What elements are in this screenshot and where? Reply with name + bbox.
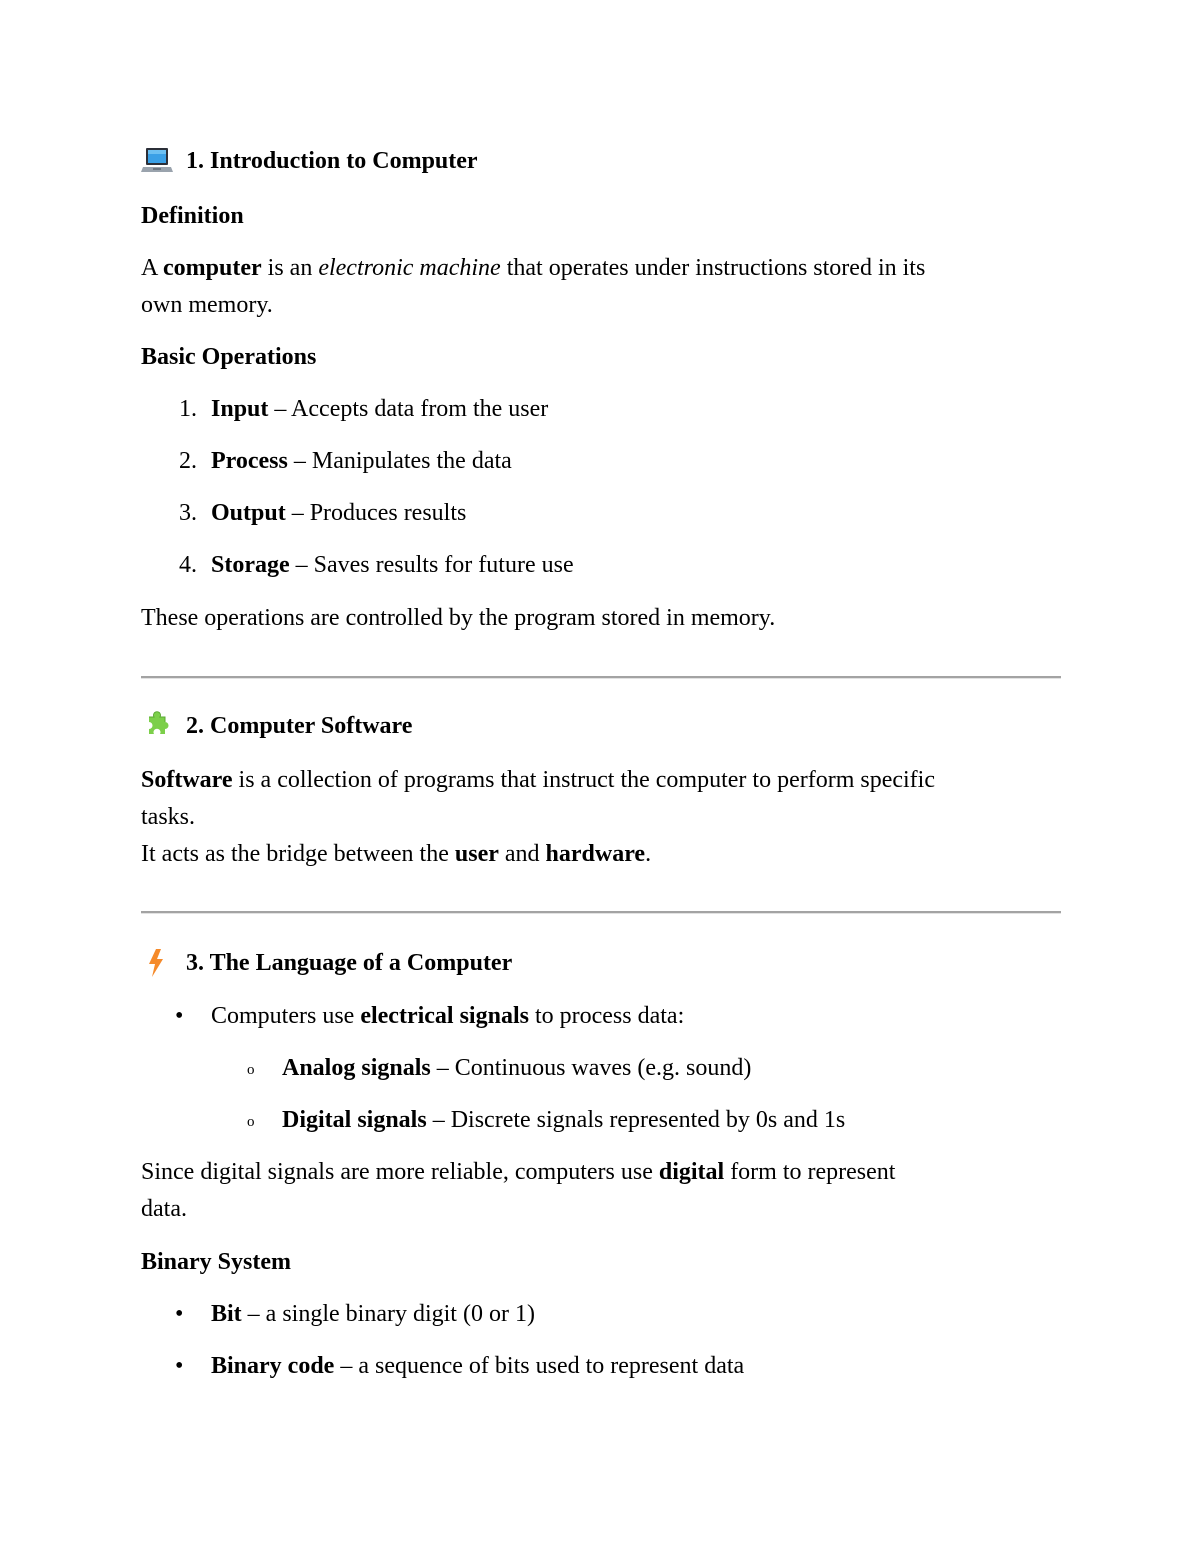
- operation-term: Output: [211, 500, 286, 526]
- operation-desc: – Produces results: [285, 500, 467, 526]
- binary-desc: – a single binary digit (0 or 1): [241, 1301, 535, 1327]
- since-term: digital: [658, 1159, 725, 1185]
- definition-heading: Definition: [141, 203, 244, 229]
- signals-post: to process data:: [528, 1003, 685, 1029]
- list-item: [211, 1352, 744, 1380]
- list-item: [211, 1300, 535, 1328]
- list-number: 3.: [179, 500, 197, 526]
- bridge-mid: and: [498, 841, 546, 867]
- sub-bullet-circle: o: [247, 1062, 255, 1078]
- since-post-a: form to represent: [724, 1159, 896, 1185]
- operation-desc: – Accepts data from the user: [268, 396, 549, 422]
- section-2-title: 2. Computer Software: [186, 713, 413, 739]
- bullet-dot: •: [175, 1003, 184, 1029]
- definition-mid: is an: [261, 255, 319, 281]
- definition-post-line2: own memory.: [141, 292, 273, 318]
- section-1-heading: [141, 146, 478, 176]
- binary-system-heading: Binary System: [141, 1249, 291, 1275]
- definition-paragraph: [141, 250, 1061, 324]
- software-rest-b: tasks.: [141, 804, 195, 830]
- section-3-title: 3. The Language of a Computer: [186, 950, 513, 976]
- bullet-dot: •: [175, 1301, 184, 1327]
- operations-closing: These operations are controlled by the program stored in memory.: [141, 605, 776, 631]
- list-number: 4.: [179, 552, 197, 578]
- bullet-dot: •: [175, 1353, 184, 1379]
- laptop-icon: [141, 146, 175, 176]
- section-1-title: 1. Introduction to Computer: [186, 148, 478, 174]
- subbullet-term: Digital signals: [282, 1107, 427, 1133]
- binary-term: Binary code: [211, 1353, 335, 1379]
- subbullet-desc: – Discrete signals represented by 0s and 1s: [426, 1107, 846, 1133]
- definition-term: computer: [163, 255, 262, 281]
- definition-post-line1: that operates under instructions stored in its: [500, 255, 926, 281]
- list-item: [282, 1054, 751, 1082]
- puzzle-piece-icon: [141, 711, 175, 741]
- software-term: Software: [141, 767, 233, 793]
- section-2-heading: [141, 711, 412, 741]
- section-3-heading: [141, 948, 512, 978]
- divider: [141, 911, 1061, 914]
- bridge-pre: It acts as the bridge between the: [141, 841, 455, 867]
- operation-desc: – Manipulates the data: [287, 448, 512, 474]
- divider: [141, 676, 1061, 679]
- since-paragraph: [141, 1154, 1061, 1228]
- list-number: 1.: [179, 396, 197, 422]
- bridge-term-hardware: hardware: [545, 841, 646, 867]
- signals-term: electrical signals: [360, 1003, 529, 1029]
- signals-pre: Computers use: [211, 1003, 361, 1029]
- list-item: [211, 1002, 684, 1030]
- sub-bullet-circle: o: [247, 1114, 255, 1130]
- software-paragraph: [141, 762, 1061, 873]
- operation-desc: – Saves results for future use: [289, 552, 574, 578]
- software-rest-a: is a collection of programs that instruct the computer to perform specific: [232, 767, 935, 793]
- subbullet-term: Analog signals: [282, 1055, 431, 1081]
- subbullet-desc: – Continuous waves (e.g. sound): [430, 1055, 752, 1081]
- definition-italic: electronic machine: [318, 255, 501, 281]
- list-item: [282, 1106, 845, 1134]
- definition-pre: A: [141, 255, 164, 281]
- since-post-b: data.: [141, 1196, 187, 1222]
- lightning-bolt-icon: [141, 948, 175, 978]
- operation-term: Input: [211, 396, 269, 422]
- binary-desc: – a sequence of bits used to represent data: [334, 1353, 745, 1379]
- operation-term: Process: [211, 448, 288, 474]
- basic-operations-heading: Basic Operations: [141, 344, 317, 370]
- since-pre: Since digital signals are more reliable, computers use: [141, 1159, 659, 1185]
- binary-term: Bit: [211, 1301, 242, 1327]
- bridge-post: .: [645, 841, 652, 867]
- bridge-term-user: user: [454, 841, 499, 867]
- list-number: 2.: [179, 448, 197, 474]
- operation-term: Storage: [211, 552, 290, 578]
